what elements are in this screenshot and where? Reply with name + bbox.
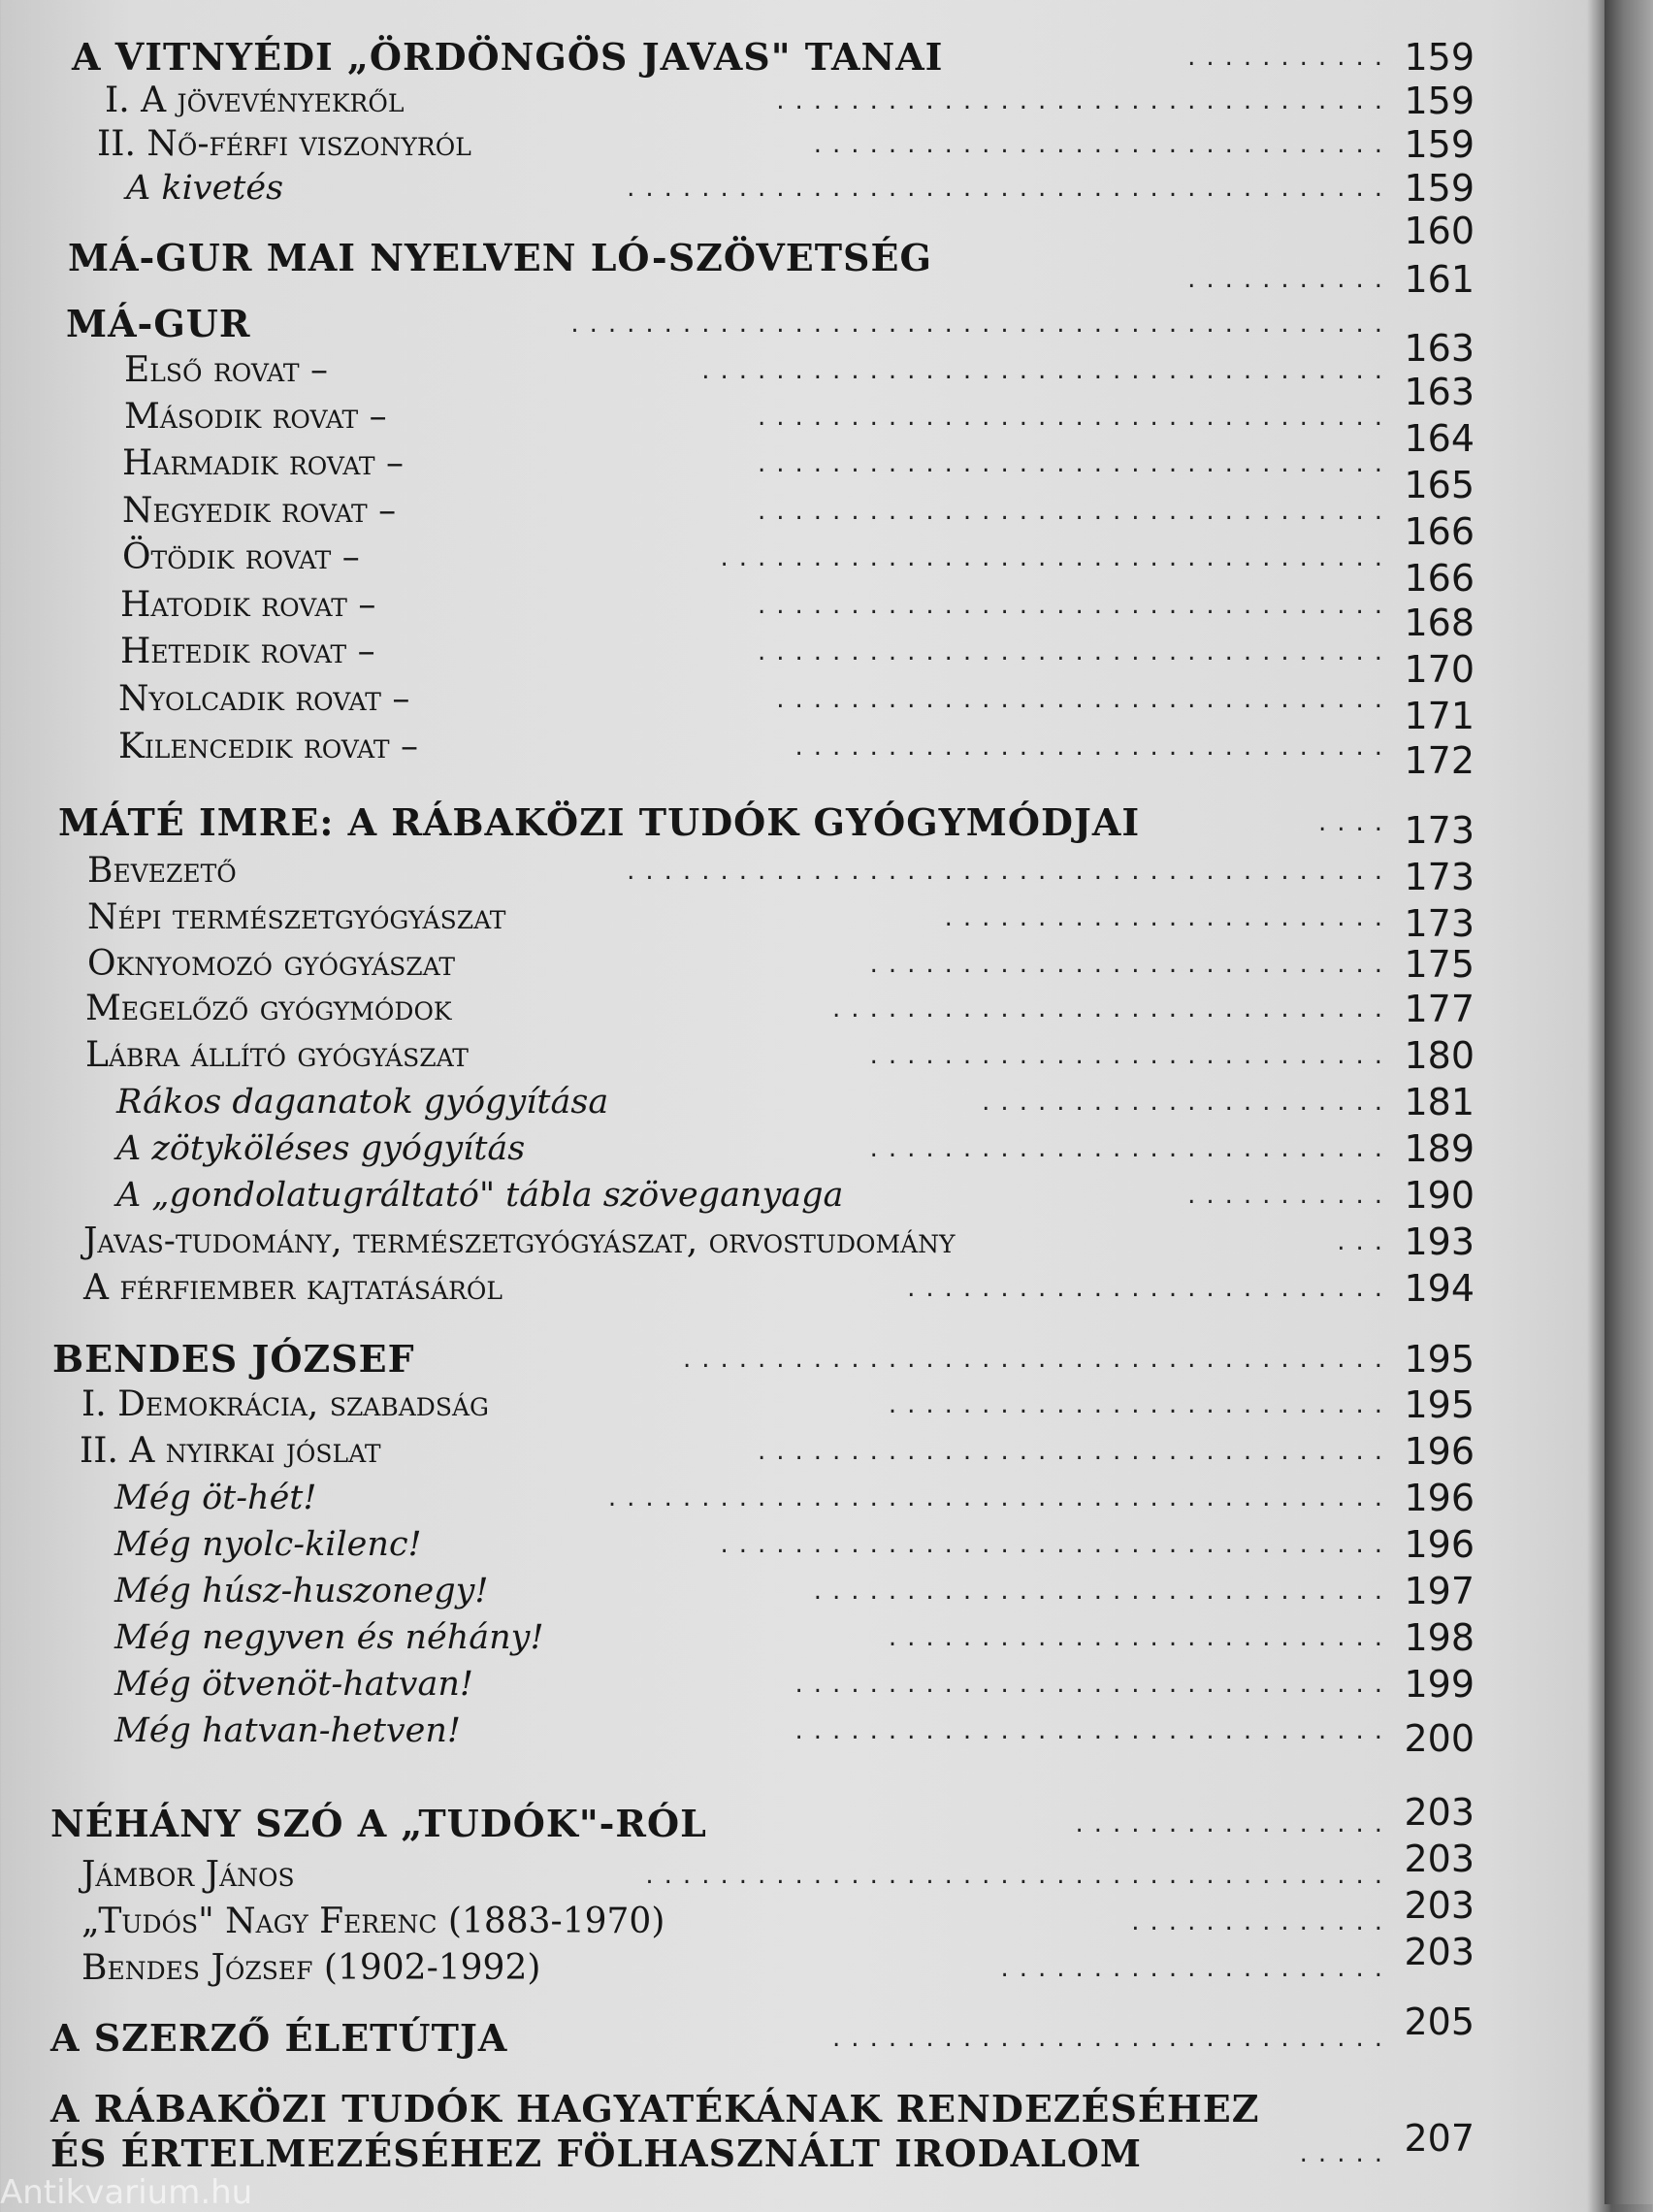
- dot-leader: .................................: [776, 685, 1393, 714]
- dot-leader: .....................................: [701, 356, 1393, 385]
- dot-leader: ............................................: [570, 309, 1393, 339]
- toc-title: Első rovat –: [124, 350, 328, 390]
- dot-leader: ............................: [869, 1041, 1393, 1070]
- toc-page: 190: [1404, 1174, 1475, 1217]
- dot-leader: ................................: [794, 732, 1393, 762]
- toc-row: [0, 1789, 1653, 1836]
- toc-row: [0, 1428, 1653, 1475]
- toc-row: [0, 986, 1653, 1032]
- toc-row: [0, 1836, 1653, 1882]
- toc-title: BENDES JÓZSEF: [52, 1337, 415, 1381]
- toc-title: A RÁBAKÖZI TUDÓK HAGYATÉKÁNAK RENDEZÉSÉHEZ: [50, 2087, 1260, 2131]
- dot-leader: ....................................: [720, 543, 1393, 572]
- toc-page: 199: [1404, 1663, 1475, 1706]
- toc-page: 203: [1404, 1931, 1475, 1973]
- toc-row: [0, 2115, 1653, 2162]
- page-edge: [1604, 0, 1653, 2204]
- toc-title: Még nyolc-kilenc!: [114, 1525, 422, 1564]
- dot-leader: ..................................: [758, 637, 1393, 667]
- toc-page: 168: [1404, 602, 1475, 644]
- dot-leader: .................................: [776, 86, 1393, 115]
- toc-page: 177: [1404, 988, 1475, 1030]
- toc-row: [0, 900, 1653, 947]
- toc-row: [0, 121, 1653, 168]
- toc-row: [0, 1475, 1653, 1521]
- toc-page: 166: [1404, 510, 1475, 553]
- toc-page: 175: [1404, 943, 1475, 986]
- toc-row: [0, 1382, 1653, 1428]
- toc-title: A VITNYÉDI „ÖRDÖNGÖS JAVAS" TANAI: [72, 35, 944, 79]
- toc-row: [0, 807, 1653, 854]
- toc-title: Bendes József (1902-1992): [81, 1948, 541, 1988]
- toc-title: Oknyomozó gyógyászat: [87, 944, 456, 984]
- dot-leader: ...........................: [888, 1623, 1393, 1652]
- toc-row: [0, 1032, 1653, 1079]
- toc-row: [0, 1568, 1653, 1614]
- toc-title: Megelőző gyógymódok: [85, 989, 452, 1028]
- toc-title: Még hatvan-hetven!: [114, 1711, 461, 1750]
- toc-row: [0, 1882, 1653, 1929]
- toc-page: 200: [1404, 1717, 1475, 1760]
- dot-leader: ....: [1317, 808, 1393, 837]
- toc-page: 205: [1404, 2001, 1475, 2043]
- dot-leader: .....................: [1000, 1954, 1393, 1983]
- dot-leader: ........................: [944, 903, 1393, 932]
- dot-leader: ...........: [1187, 265, 1393, 294]
- toc-title: II. Nő-férfi viszonyról: [97, 124, 471, 164]
- toc-page: 196: [1404, 1477, 1475, 1519]
- toc-row: [0, 1336, 1653, 1382]
- dot-leader: ...............................: [813, 1577, 1393, 1606]
- toc-title: Hatodik rovat –: [120, 585, 376, 625]
- toc-title: Népi természetgyógyászat: [87, 897, 506, 937]
- toc-page: 171: [1404, 695, 1475, 737]
- toc-title: Még negyven és néhány!: [114, 1618, 544, 1657]
- toc-title: A zötyköléses gyógyítás: [116, 1129, 526, 1168]
- dot-leader: ..................................: [758, 403, 1393, 432]
- toc-title: Még öt-hét!: [114, 1479, 317, 1517]
- toc-row: [0, 1265, 1653, 1312]
- dot-leader: ............................: [869, 950, 1393, 979]
- dot-leader: ..........................: [907, 1274, 1393, 1303]
- toc-title: MÁ-GUR: [66, 302, 251, 345]
- dot-leader: ..............................: [832, 2024, 1393, 2053]
- dot-leader: ..................................: [758, 449, 1393, 478]
- toc-page: 193: [1404, 1220, 1475, 1263]
- toc-title: Második rovat –: [124, 397, 387, 437]
- toc-title: Lábra állító gyógyászat: [85, 1035, 469, 1075]
- toc-page: 161: [1404, 258, 1475, 301]
- dot-leader: ......................................: [682, 1345, 1393, 1374]
- toc-title: A SZERZŐ ÉLETÚTJA: [50, 2016, 508, 2060]
- toc-title: Ötödik rovat –: [122, 537, 360, 577]
- toc-title: II. A nyirkai jóslat: [80, 1431, 381, 1471]
- toc-row: [0, 78, 1653, 124]
- toc-title: Bevezető: [87, 851, 237, 891]
- toc-title: ÉS ÉRTELMEZÉSÉHEZ FÖLHASZNÁLT IRODALOM: [50, 2131, 1142, 2175]
- toc-title: I. Demokrácia, szabadság: [81, 1384, 489, 1424]
- dot-leader: ..................................: [758, 497, 1393, 526]
- toc-title: Negyedik rovat –: [122, 491, 397, 531]
- toc-title: NÉHÁNY SZÓ A „TUDÓK"-RÓL: [50, 1802, 707, 1845]
- toc-row: [0, 1661, 1653, 1708]
- toc-title: Jámbor János: [81, 1855, 295, 1895]
- toc-title: MÁTÉ IMRE: A RÁBAKÖZI TUDÓK GYÓGYMÓDJAI: [58, 800, 1141, 844]
- toc-title: Hetedik rovat –: [120, 632, 375, 671]
- toc-title: Rákos daganatok gyógyítása: [116, 1083, 609, 1122]
- dot-leader: ..........................................: [607, 1483, 1393, 1513]
- toc-page: 196: [1404, 1430, 1475, 1473]
- toc-page: 189: [1404, 1127, 1475, 1170]
- dot-leader: ...........: [1187, 1181, 1393, 1210]
- toc-row: [0, 34, 1653, 81]
- toc-title: Harmadik rovat –: [122, 443, 405, 483]
- toc-title: Még ötvenöt-hatvan!: [114, 1665, 473, 1704]
- toc-page: 203: [1404, 1884, 1475, 1927]
- dot-leader: ........................................: [645, 1861, 1393, 1890]
- dot-leader: ...............................: [813, 130, 1393, 159]
- toc-title: A férfiember kajtatásáról: [83, 1268, 503, 1308]
- toc-page: 159: [1404, 167, 1475, 210]
- toc-page: 165: [1404, 464, 1475, 506]
- toc-title: Kilencedik rovat –: [118, 727, 418, 766]
- toc-page: 163: [1404, 371, 1475, 413]
- toc-title: Javas-tudomány, természetgyógyászat, orvostudomány: [83, 1221, 956, 1261]
- toc-row: [0, 1715, 1653, 1762]
- toc-page: 164: [1404, 417, 1475, 460]
- toc-row: [0, 1219, 1653, 1265]
- dot-leader: ................................: [794, 1670, 1393, 1699]
- toc-title: I. A jövevényekről: [105, 81, 405, 120]
- toc-page: 173: [1404, 856, 1475, 898]
- toc-title: A „gondolatugráltató" tábla szöveganyaga: [116, 1176, 844, 1215]
- toc-page: 173: [1404, 809, 1475, 852]
- dot-leader: ..............: [1131, 1907, 1393, 1936]
- toc-title: Nyolcadik rovat –: [118, 679, 410, 719]
- toc-row: [0, 854, 1653, 900]
- toc-row: [0, 165, 1653, 211]
- toc-title: MÁ-GUR MAI NYELVEN LÓ-SZÖVETSÉG: [68, 236, 932, 279]
- toc-row: [0, 1999, 1653, 2045]
- toc-page: 181: [1404, 1081, 1475, 1123]
- toc-page: 159: [1404, 123, 1475, 166]
- toc-row: [0, 1172, 1653, 1219]
- toc-page: 195: [1404, 1338, 1475, 1381]
- toc-page: 180: [1404, 1034, 1475, 1077]
- watermark: Antikvarium.hu: [0, 2173, 253, 2212]
- toc-page: 159: [1404, 80, 1475, 122]
- toc-row: [0, 1079, 1653, 1125]
- dot-leader: ......................: [982, 1088, 1393, 1117]
- dot-leader: ..............................: [832, 994, 1393, 1024]
- dot-leader: .........................................: [627, 857, 1393, 886]
- toc-row: [0, 256, 1653, 303]
- toc-title: „Tudós" Nagy Ferenc (1883-1970): [81, 1902, 665, 1941]
- dot-leader: ....................................: [720, 1530, 1393, 1559]
- toc-row: [0, 941, 1653, 988]
- toc-title: A kivetés: [126, 169, 284, 208]
- dot-leader: ...: [1337, 1227, 1393, 1256]
- dot-leader: .....: [1299, 2139, 1393, 2168]
- toc-row: [0, 737, 1653, 784]
- toc-page: 207: [1404, 2117, 1475, 2160]
- dot-leader: ............................: [869, 1134, 1393, 1163]
- toc-page: 194: [1404, 1267, 1475, 1310]
- dot-leader: ..................................: [758, 591, 1393, 620]
- toc-page: 197: [1404, 1570, 1475, 1612]
- toc-page: 163: [1404, 327, 1475, 370]
- toc-page: 203: [1404, 1838, 1475, 1880]
- dot-leader: ..................................: [758, 1437, 1393, 1466]
- dot-leader: ...........................: [888, 1390, 1393, 1419]
- toc-title: Még húsz-huszonegy!: [114, 1572, 489, 1610]
- toc-row: [0, 1614, 1653, 1661]
- toc-page: 159: [1404, 36, 1475, 79]
- toc-page: 173: [1404, 902, 1475, 945]
- toc-row: [0, 1521, 1653, 1568]
- toc-row: [0, 1929, 1653, 1975]
- toc-page: 203: [1404, 1791, 1475, 1834]
- toc-page: 170: [1404, 648, 1475, 691]
- toc-page: 160: [1404, 210, 1475, 252]
- toc-page: 172: [1404, 739, 1475, 782]
- toc-page: 195: [1404, 1383, 1475, 1426]
- dot-leader: .................: [1075, 1809, 1393, 1838]
- dot-leader: ................................: [794, 1716, 1393, 1745]
- toc-page: 196: [1404, 1523, 1475, 1566]
- toc-page: 198: [1404, 1616, 1475, 1659]
- dot-leader: ...........: [1187, 43, 1393, 72]
- dot-leader: .........................................: [627, 174, 1393, 203]
- toc-page: 166: [1404, 557, 1475, 600]
- toc-row: [0, 1125, 1653, 1172]
